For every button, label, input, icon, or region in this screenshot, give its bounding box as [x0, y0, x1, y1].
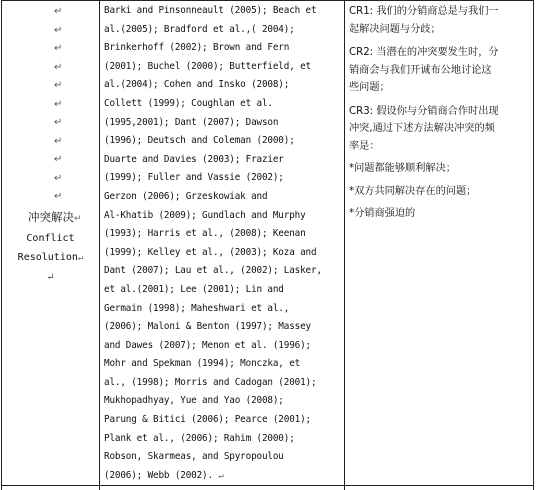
option-3: *分销商强迫的: [349, 208, 416, 219]
item-cr1-line1: CR1: 我们的分销商总是与我们一: [349, 6, 499, 17]
category-zh: 冲突解决↵: [28, 210, 82, 224]
reference-line: Brinkerhoff (2002); Brown and Fern: [104, 42, 290, 54]
option-1: *问题都能够顺利解决；: [349, 163, 456, 174]
item-cr3-line2: 冲突,通过下述方法解决冲突的频: [349, 123, 495, 134]
reference-line: Parung & Bitici (2006); Pearce (2001);: [104, 414, 311, 426]
survey-table: [1, 0, 534, 490]
reference-line: and Dawes (2007); Menon et al. (1996);: [104, 339, 311, 351]
reference-line: Gerzon (2006); Grzeskowiak and: [104, 190, 268, 202]
paragraph-mark: ↵: [54, 172, 63, 184]
item-cr3-line3: 率是：: [349, 140, 380, 152]
reference-line: (1995,2001); Dant (2007); Dawson: [104, 116, 279, 128]
reference-line: Mukhopadhyay, Yue and Yao (2008);: [104, 395, 284, 407]
reference-line: (1996); Deutsch and Coleman (2000);: [104, 135, 295, 147]
reference-line: [104, 467, 344, 486]
reference-line: (1999); Kelley et al., (2003); Koza and: [104, 246, 317, 258]
item-cr1-line2: 起解决问题与分歧；: [349, 23, 441, 35]
references-cell: [104, 2, 344, 485]
category-en-line2: Resolution↵: [17, 252, 84, 263]
category-en-line1: Conflict: [26, 233, 75, 244]
reference-line: al., (1998); Morris and Cadogan (2001);: [104, 376, 317, 388]
reference-line: et al.(2001); Lee (2001); Lin and: [104, 283, 284, 295]
reference-line: Barki and Pinsonneault (2005); Beach et: [104, 5, 317, 16]
reference-line: Germain (1998); Maheshwari et al.,: [104, 302, 290, 314]
reference-line: (2006); Maloni & Benton (1997); Massey: [104, 321, 311, 333]
item-cr2-line1: CR2: 当潜在的冲突要发生时，分: [349, 47, 499, 58]
column-divider: [99, 1, 100, 490]
paragraph-mark: ↵: [54, 43, 63, 54]
paragraph-mark: ↵: [54, 191, 63, 202]
item-cr2-line2: 销商会与我们开诚布公地讨论这: [349, 64, 492, 76]
reference-line: Duarte and Davies (2003); Frazier: [104, 153, 284, 165]
reference-text: (2006); Webb (2002).: [104, 469, 213, 481]
reference-line: Dant (2007); Lau et al., (2002); Lasker,: [104, 265, 322, 277]
reference-line: Al-Khatib (2009); Gundlach and Murphy: [104, 209, 306, 221]
paragraph-marks: [54, 3, 70, 207]
reference-line: al.(2004); Cohen and Insko (2008);: [104, 79, 290, 91]
reference-line: al.(2005); Bradford et al.,( 2004);: [104, 23, 295, 35]
paragraph-mark: ↵: [54, 135, 63, 147]
category-label: [2, 208, 99, 287]
reference-line: (1993); Harris et al., (2008); Keenan: [104, 228, 306, 240]
paragraph-mark: ↵: [54, 80, 63, 91]
paragraph-mark: ↵: [54, 98, 63, 110]
column-divider: [344, 1, 345, 490]
reference-line: Plank et al., (2006); Rahim (2000);: [104, 432, 295, 444]
item-cr3-line1: CR3: 假设你与分销商合作时出现: [349, 105, 499, 117]
category-cell: [2, 1, 99, 485]
paragraph-mark: ↵: [54, 154, 63, 165]
paragraph-mark: ↵: [54, 24, 63, 36]
items-cell: [349, 3, 533, 223]
paragraph-mark: ↵: [54, 61, 63, 73]
item-cr2-line3: 些问题；: [349, 82, 390, 93]
paragraph-mark: ↵: [54, 117, 63, 128]
reference-line: Mohr and Spekman (1994); Monczka, et: [104, 358, 301, 370]
reference-line: (2001); Buchel (2000); Butterfield, et: [104, 60, 311, 72]
paragraph-mark: ↵: [218, 470, 224, 481]
paragraph-mark: ↵: [54, 6, 63, 17]
reference-line: Collett (1999); Coughlan et al.: [104, 97, 273, 109]
reference-line: Robson, Skarmeas, and Spyropoulou: [104, 451, 284, 463]
reference-line: (1999); Fuller and Vassie (2002);: [104, 172, 284, 184]
paragraph-mark: ↵: [46, 272, 55, 283]
option-2: *双方共同解决存在的问题；: [349, 185, 477, 197]
